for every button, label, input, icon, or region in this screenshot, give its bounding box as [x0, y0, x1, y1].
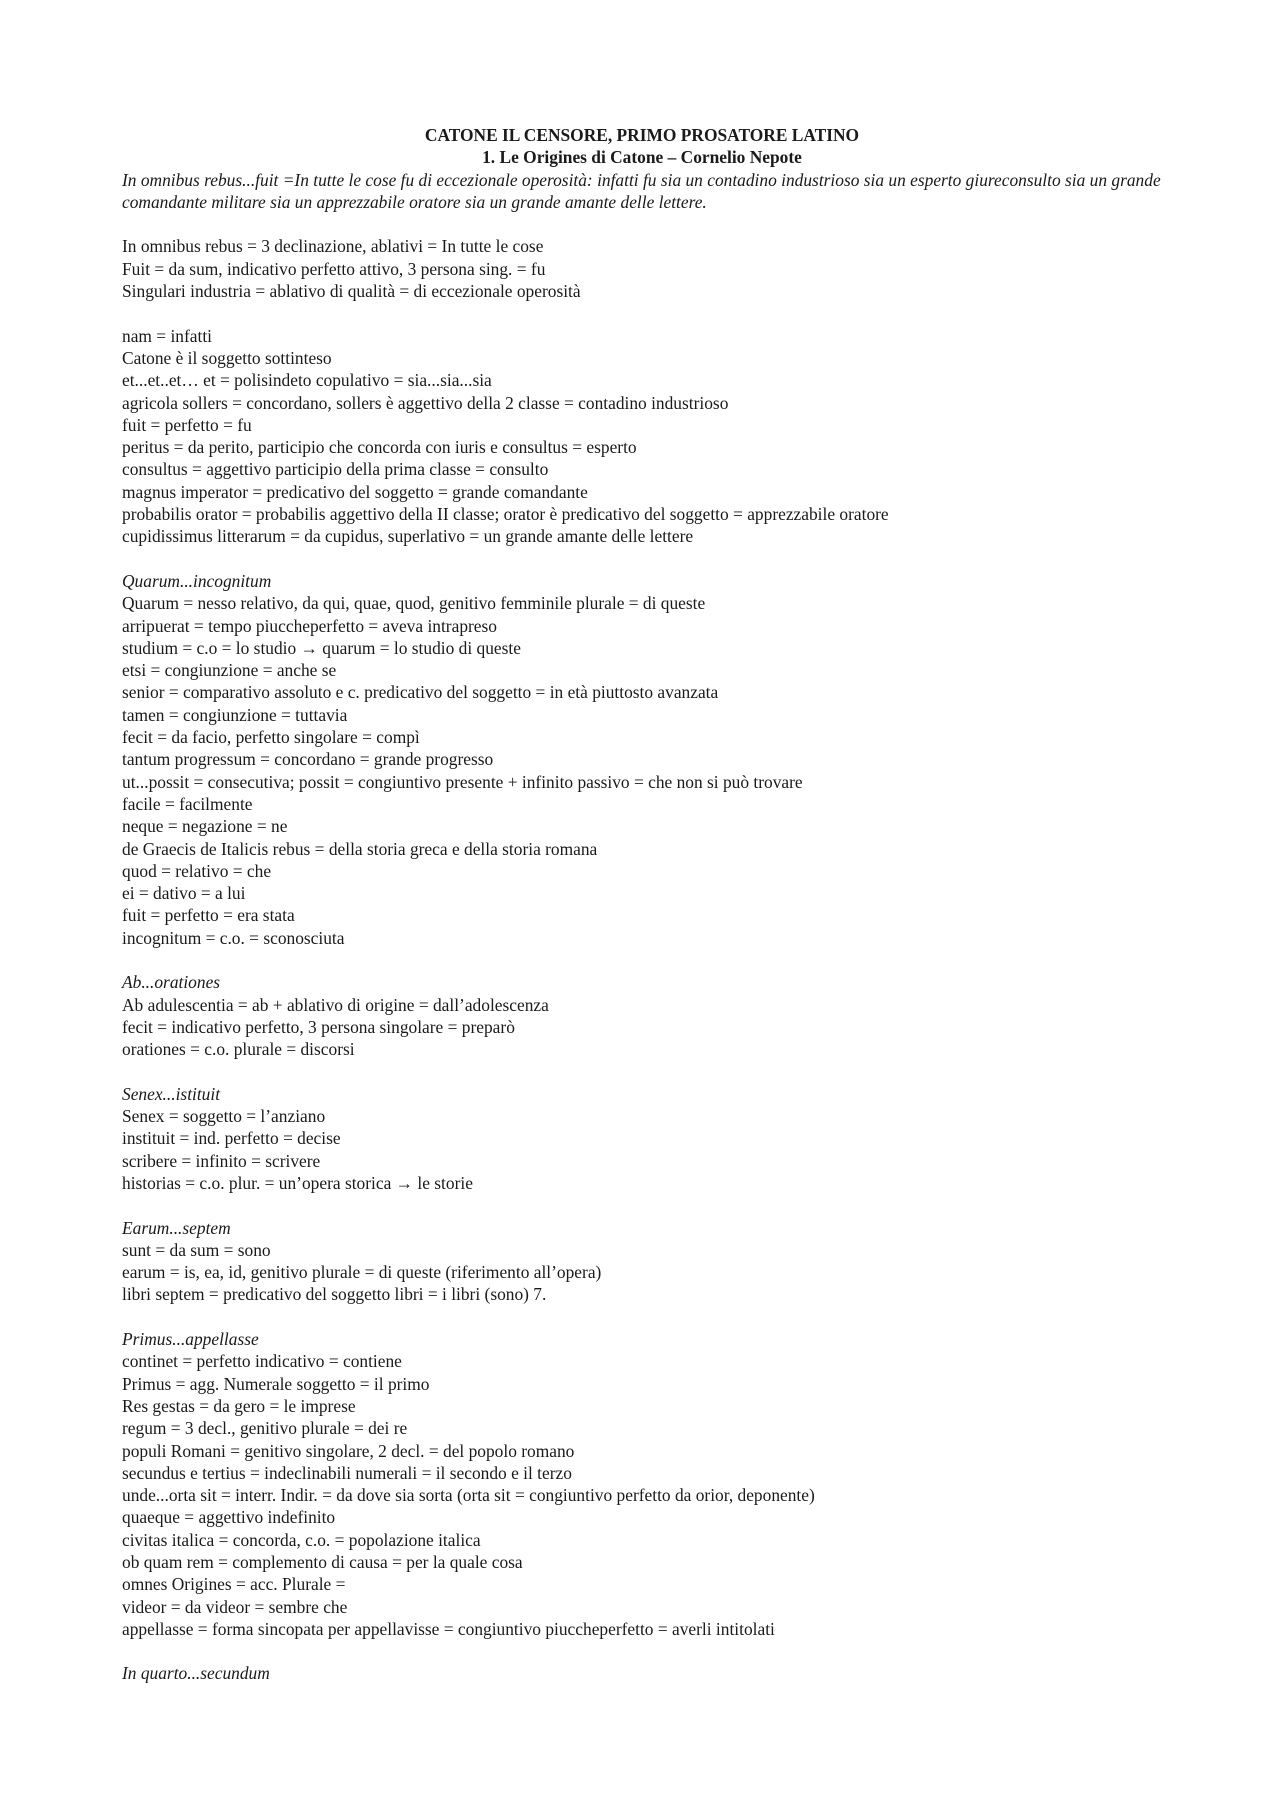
- note-line: Ab adulescentia = ab + ablativo di origine = dall’adolescenza: [122, 994, 549, 1015]
- paragraph-spacer: [122, 213, 1162, 235]
- note-line: fecit = indicativo perfetto, 3 persona singolare = preparò: [122, 1016, 515, 1037]
- note-line: continet = perfetto indicativo = contiene: [122, 1351, 402, 1372]
- note-line: videor = da videor = sembre che: [122, 1596, 348, 1617]
- note-line: ut...possit = consecutiva; possit = congiuntivo presente + infinito passivo = che non si può trovare: [122, 771, 803, 792]
- sections-container: [122, 213, 1162, 1685]
- note-line: incognitum = c.o. = sconosciuta: [122, 927, 345, 948]
- note-line: etsi = congiunzione = anche se: [122, 660, 337, 681]
- note-line: Res gestas = da gero = le imprese: [122, 1395, 356, 1416]
- document-body: [122, 124, 1162, 1685]
- note-line: quod = relativo = che: [122, 860, 272, 881]
- note-line: secundus e tertius = indeclinabili numerali = il secondo e il terzo: [122, 1462, 572, 1483]
- note-line: unde...orta sit = interr. Indir. = da dove sia sorta (orta sit = congiuntivo perfetto da orior, deponente): [122, 1485, 815, 1506]
- note-line: agricola sollers = concordano, sollers è aggettivo della 2 classe = contadino industrioso: [122, 392, 729, 413]
- note-line: Primus = agg. Numerale soggetto = il primo: [122, 1373, 430, 1394]
- paragraph-spacer: [122, 302, 1162, 324]
- paragraph-spacer: [122, 1306, 1162, 1328]
- note-line: regum = 3 decl., genitivo plurale = dei re: [122, 1418, 408, 1439]
- note-line: de Graecis de Italicis rebus = della storia greca e della storia romana: [122, 838, 598, 859]
- note-line: probabilis orator = probabilis aggettivo della II classe; orator è predicativo del soggetto = apprezzabile oratore: [122, 504, 889, 525]
- note-line: historias = c.o. plur. = un’opera storica → le storie: [122, 1172, 473, 1193]
- note-line: quaeque = aggettivo indefinito: [122, 1507, 336, 1528]
- note-line: instituit = ind. perfetto = decise: [122, 1128, 341, 1149]
- note-line: tamen = congiunzione = tuttavia: [122, 704, 348, 725]
- note-line: Singulari industria = ablativo di qualità = di eccezionale operosità: [122, 281, 581, 302]
- note-line: orationes = c.o. plurale = discorsi: [122, 1039, 355, 1060]
- note-line: magnus imperator = predicativo del soggetto = grande comandante: [122, 481, 588, 502]
- document-title: CATONE IL CENSORE, PRIMO PROSATORE LATINO: [424, 125, 860, 145]
- note-line: Quarum = nesso relativo, da qui, quae, quod, genitivo femminile plurale = di queste: [122, 593, 706, 614]
- paragraph-spacer: [122, 1640, 1162, 1662]
- note-line: senior = comparativo assoluto e c. predicativo del soggetto = in età piuttosto avanzata: [122, 682, 719, 703]
- paragraph-spacer: [122, 548, 1162, 570]
- note-line: fecit = da facio, perfetto singolare = compì: [122, 727, 420, 748]
- note-line: Senex = soggetto = l’anziano: [122, 1106, 326, 1127]
- paragraph-spacer: [122, 1060, 1162, 1082]
- note-line: et...et..et… et = polisindeto copulativo = sia...sia...sia: [122, 370, 492, 391]
- note-line: In omnibus rebus = 3 declinazione, ablativi = In tutte le cose: [122, 236, 544, 257]
- note-line: populi Romani = genitivo singolare, 2 decl. = del popolo romano: [122, 1440, 575, 1461]
- note-line: studium = c.o = lo studio → quarum = lo studio di queste: [122, 637, 521, 658]
- paragraph-spacer: [122, 1194, 1162, 1216]
- note-line: arripuerat = tempo piuccheperfetto = aveva intrapreso: [122, 615, 497, 636]
- section-heading: Senex...istituit: [122, 1083, 221, 1104]
- note-line: earum = is, ea, id, genitivo plurale = di queste (riferimento all’opera): [122, 1262, 602, 1283]
- section-heading: In quarto...secundum: [122, 1663, 270, 1684]
- note-line: fuit = perfetto = era stata: [122, 905, 295, 926]
- note-line: ei = dativo = a lui: [122, 883, 246, 904]
- note-line: scribere = infinito = scrivere: [122, 1150, 321, 1171]
- note-line: nam = infatti: [122, 325, 212, 346]
- intro-paragraph: In omnibus rebus...fuit =In tutte le cose fu di eccezionale operosità: infatti fu sia un contadino industrioso sia un esperto giureconsulto sia un grande comandante militare sia un apprezzabile oratore sia un grande amante delle lettere.: [122, 169, 1161, 212]
- section-heading: Primus...appellasse: [122, 1329, 259, 1350]
- note-line: peritus = da perito, participio che concorda con iuris e consultus = esperto: [122, 437, 637, 458]
- note-line: fuit = perfetto = fu: [122, 414, 252, 435]
- section-heading: Quarum...incognitum: [122, 570, 272, 591]
- note-line: civitas italica = concorda, c.o. = popolazione italica: [122, 1529, 481, 1550]
- section-heading: Ab...orationes: [122, 972, 221, 993]
- note-line: tantum progressum = concordano = grande progresso: [122, 749, 494, 770]
- note-line: sunt = da sum = sono: [122, 1239, 271, 1260]
- section-heading: Earum...septem: [122, 1217, 231, 1238]
- paragraph-spacer: [122, 949, 1162, 971]
- note-line: libri septem = predicativo del soggetto libri = i libri (sono) 7.: [122, 1284, 547, 1305]
- note-line: facile = facilmente: [122, 793, 253, 814]
- document-subtitle: 1. Le Origines di Catone – Cornelio Nepote: [482, 147, 802, 168]
- note-line: omnes Origines = acc. Plurale =: [122, 1574, 346, 1595]
- note-line: neque = negazione = ne: [122, 816, 288, 837]
- note-line: consultus = aggettivo participio della prima classe = consulto: [122, 459, 549, 480]
- note-line: ob quam rem = complemento di causa = per la quale cosa: [122, 1552, 523, 1572]
- note-line: Fuit = da sum, indicativo perfetto attivo, 3 persona sing. = fu: [122, 258, 546, 279]
- note-line: cupidissimus litterarum = da cupidus, superlativo = un grande amante delle lettere: [122, 526, 694, 547]
- note-line: Catone è il soggetto sottinteso: [122, 347, 332, 368]
- note-line: appellasse = forma sincopata per appellavisse = congiuntivo piuccheperfetto = averli intitolati: [122, 1618, 775, 1639]
